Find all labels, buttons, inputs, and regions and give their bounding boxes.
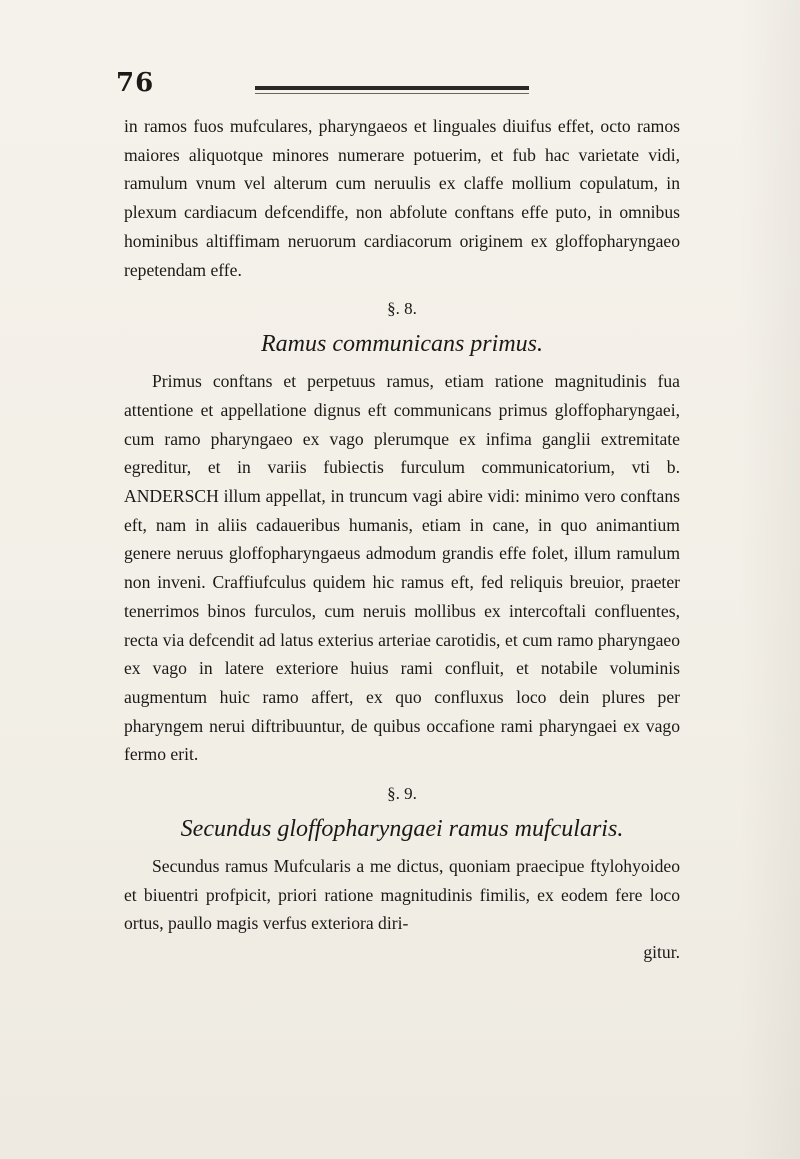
section-mark-9: §. 9. [387,784,417,804]
section-mark-8: §. 8. [387,299,417,319]
header-rule-thin [255,93,529,94]
paragraph-continued: in ramos fuos mufculares, pharyngaeos et linguales diuifus effet, octo ramos maiores aliquotque minores numerare potuerim, et fub hac varietate vidi, ramulum vnum vel alterum cum neruulis ex claffe mollium copulatum, in plexum cardiacum defcendiffe, non abfolute conftans effe puto, in omnibus hominibus altiffimam neruorum cardiacorum originem ex gloffopharyngaeo repetendam effe. [124,116,680,280]
header-rule [255,86,529,90]
section-heading-8: Ramus communicans primus. [261,331,543,358]
section-heading-9: Secundus gloffopharyngaei ramus mufcularis. [180,816,624,843]
paragraph-section-9: Secundus ramus Mufcularis a me dictus, quoniam praecipue ftylohyoideo et biuentri profpicit, priori ratione magnitudinis fimilis, ex eodem fere loco ortus, paullo magis verfus exteriora diri- [124,856,680,934]
paragraph-section-9-last-word: gitur. [643,942,680,963]
page-number: 76 [116,68,155,98]
page-edge-shadow [740,0,800,1159]
paragraph-section-8: Primus conftans et perpetuus ramus, etiam ratione magnitudinis fua attentione et appellatione dignus eft communicans primus gloffopharyngaei, cum ramo pharyngaeo ex vago plerumque ex infima ganglii extremitate egreditur, et in variis fubiectis furculum communicatorium, vti b. ANDERSCH illum appellat, in truncum vagi abire vidi: minimo vero conftans eft, nam in aliis cadaueribus humanis, etiam in cane, in quo animantium genere neruus gloffopharyngaeus admodum grandis effe folet, illum ramulum non inveni. Craffiufculus quidem hic ramus eft, fed reliquis breuior, praeter tenerrimos binos furculos, cum neruis mollibus ex intercoftali confluentes, recta via defcendit ad latus exterius arteriae carotidis, et cum ramo pharyngaeo ex vago in latere exteriore huius rami confluit, et notabile voluminis augmentum huic ramo affert, ex quo confluxus loco dein plures per pharyngem nerui diftribuuntur, de quibus occafione rami pharyngaei ex vago fermo erit. [124,371,680,765]
text-body [124,112,680,967]
